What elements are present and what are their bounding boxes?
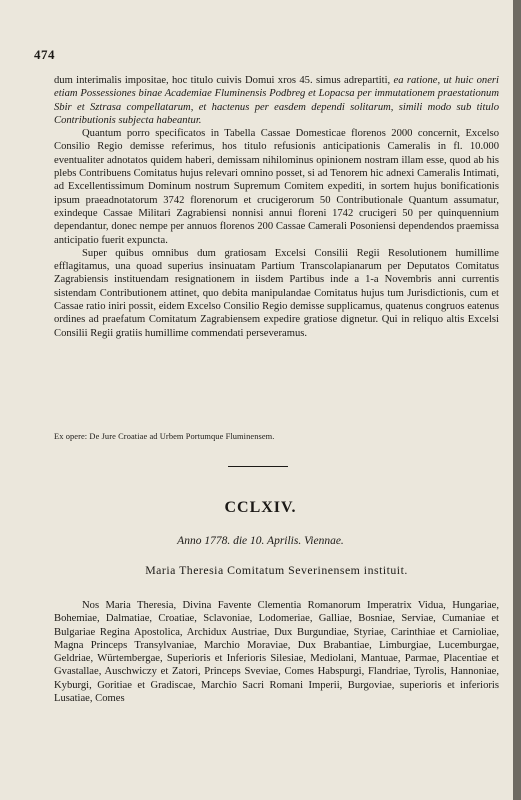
source-note: Ex opere: De Jure Croatiae ad Urbem Portumque Fluminensem. — [54, 432, 275, 441]
body-text — [54, 74, 499, 340]
document-heading: Maria Theresia Comitatum Severinensem instituit. — [145, 563, 408, 577]
paragraph-italic-text: ea ratione, ut huic oneri etiam Possessiones binae Academiae Fluminensis Podbreg et Lopacsa per immutationem praestationum Sbir et Sztrasa compellatarum, et hactenus per easdem dependi solitarum, simili modo sub titulo Contributionis subjecta habeantur. — [54, 75, 499, 126]
charter-text — [54, 599, 499, 705]
document-number: CCLXIV. — [224, 499, 297, 516]
section-divider — [228, 466, 288, 467]
paragraph-roman-text: dum interimalis impositae, hoc titulo cuivis Domui xros 45. simus adrepartiti, — [54, 75, 391, 86]
dateline: Anno 1778. die 10. Aprilis. Viennae. — [177, 535, 344, 547]
paragraph-cassae: Quantum porro specificatos in Tabella Cassae Domesticae florenos 2000 concernit, Excelso Consilio Regio demisse referimus, hos titulo refusionis anticipationis Cameralis in fl. 10.000 eventualiter adnotatos quidem haberi, demissam nihilominus opinionem nostram illam esse, quod ab his plebs Contribuens Comitatus hujus relevari omnino posset, si ad Tenorem hic adnexi Cameralis Intimati, ad Excellentissimum Dominum nostrum Supremum Comitem expediti, in sortem hujus bonificationis ipsum praeadnotatorum 3742 florenorum et crucigerorum 50 Contributionale Quantum assumatur, exindeque Cassae Militari Zagrabiensi nonnisi annui floreni 1742 crucigeri 50 per quinquennium dependantur, donec nempe per annuos florenos 200 Cassae Camerali Posoniensi dependendos praemissa anticipatio fuerit expuncta. — [54, 128, 499, 246]
paragraph-continued — [54, 74, 499, 127]
paragraph-resolutio: Super quibus omnibus dum gratiosam Excelsi Consilii Regii Resolutionem humillime efflagitamus, una quoad superius insinuatam Partium Transcolapianarum per Deputatos Comitatus Zagrabiensis instituendam resignationem in iisdem Partibus inde a 1-a Novembris anni currentis sistendam Contributionem attinet, quo debita manipulandae Comitatus hujus tum Jurisdictionis, cum et Cassae ratio iniri possit, eidem Excelso Consilio Regio demisse supplicamus, quatenus congruos eatenus ordines ad praefatum Comitatum Zagrabiensem expedire gratiose dignetur. Qui in reliquo altis Excelsi Consilii Regii gratiis humillime commendati perseveramus. — [54, 247, 499, 339]
page-number: 474 — [34, 47, 55, 62]
charter-paragraph: Nos Maria Theresia, Divina Favente Clementia Romanorum Imperatrix Vidua, Hungariae, Bohemiae, Dalmatiae, Croatiae, Sclavoniae, Lodomeriae, Galliae, Bosniae, Serviae, Cumaniae et Bulgariae Regina Apostolica, Archidux Austriae, Dux Burgundiae, Styriae, Carinthiae et Carnioliae, Magna Princeps Transylvaniae, Marchio Moraviae, Dux Brabantiae, Limburgiae, Lucemburgae, Geldriae, Würtembergae, Superioris et Inferioris Silesiae, Mediolani, Mantuae, Parmae, Placentiae et Gvastallae, Auschwiczy et Zatori, Princeps Sveviae, Comes Habspurgi, Flandriae, Tyrolis, Hannoniae, Kyburgi, Goritiae et Gradiscae, Marchio Sacri Romani Imperii, Burgoviae, superioris et inferioris Lusatiae, Comes — [54, 600, 499, 705]
